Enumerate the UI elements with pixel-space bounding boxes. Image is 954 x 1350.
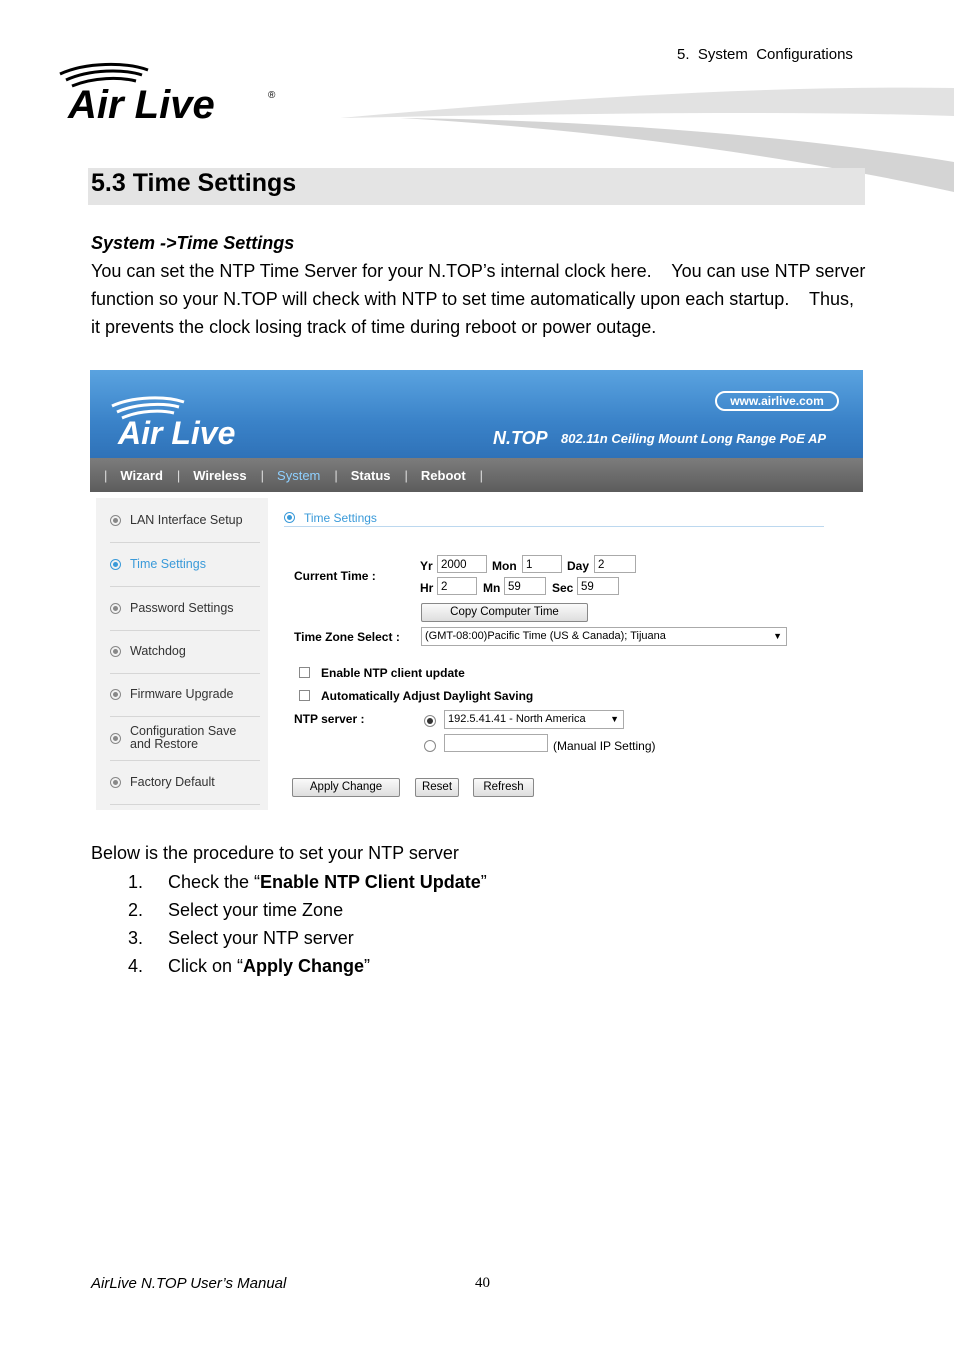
procedure-step — [128, 896, 487, 924]
sidebar-item-label: LAN Interface Setup — [130, 512, 243, 527]
mon-label: Mon — [492, 559, 517, 573]
sidebar-item-label: Watchdog — [130, 643, 186, 658]
bullet-icon — [110, 689, 121, 700]
reset-button[interactable]: Reset — [415, 778, 459, 797]
sec-label: Sec — [552, 581, 574, 595]
svg-text:Air Live: Air Live — [68, 83, 215, 125]
section-paragraph — [91, 257, 871, 341]
bullet-icon — [110, 777, 121, 788]
step-text — [168, 868, 487, 896]
step-text-pre: Select your NTP server — [168, 928, 354, 948]
bullet-icon — [284, 512, 295, 523]
sec-input[interactable]: 59 — [577, 577, 619, 595]
intro-text: You can set the NTP Time Server for your N.TOP’s internal clock here. You can use NTP server function so your N.TOP will check with NTP to set time automatically upon each startup. Thus, it prevents the clock losing track of time during reboot or power outage. — [91, 261, 871, 337]
section-title: 5.3 Time Settings — [91, 169, 297, 197]
footer-manual-title: AirLive N.TOP User’s Manual — [91, 1275, 287, 1292]
nav-separator: | — [176, 467, 181, 483]
nav-separator: | — [104, 467, 108, 483]
sidebar-item-label: Factory Default — [130, 774, 215, 789]
top-nav-items — [104, 458, 496, 492]
step-text-bold: Enable NTP Client Update — [260, 872, 481, 892]
sidebar-item-label: Password Settings — [130, 600, 234, 615]
step-text-pre: Check the “ — [168, 872, 261, 892]
procedure-steps — [128, 868, 487, 980]
timezone-label: Time Zone Select : — [294, 630, 400, 644]
ntp-server-value: 192.5.41.41 - North America — [448, 713, 586, 725]
bullet-icon — [110, 559, 121, 570]
timezone-select[interactable] — [421, 627, 787, 646]
timezone-value: (GMT-08:00)Pacific Time (US & Canada); Tijuana — [425, 630, 666, 642]
sidebar-item-watchdog[interactable] — [110, 629, 260, 674]
section-lead: System ->Time Settings — [91, 233, 295, 253]
hr-input[interactable]: 2 — [437, 577, 477, 595]
bullet-icon — [110, 515, 121, 526]
yr-input[interactable]: 2000 — [437, 555, 487, 573]
ntp-server-label: NTP server : — [294, 712, 365, 726]
nav-separator: | — [404, 467, 408, 483]
footer-page-number: 40 — [475, 1275, 490, 1291]
sidebar-item-label: Time Settings — [130, 556, 206, 571]
airlive-logo — [56, 60, 281, 130]
step-number: 1. — [128, 872, 144, 892]
nav-separator: | — [334, 467, 338, 483]
screenshot-airlive-logo — [108, 392, 288, 452]
bullet-icon — [110, 646, 121, 657]
manual-ip-label: (Manual IP Setting) — [553, 739, 656, 753]
model-name: N.TOP — [493, 428, 548, 448]
nav-item-system[interactable]: System — [277, 467, 321, 483]
mon-input[interactable]: 1 — [522, 555, 562, 573]
ntp-server-radio-preset[interactable] — [424, 715, 436, 727]
dropdown-arrow-icon: ▼ — [610, 714, 619, 724]
nav-item-status[interactable]: Status — [350, 467, 391, 483]
procedure-step — [128, 952, 487, 980]
chapter-header: 5. System Configurations — [677, 46, 853, 63]
step-text — [168, 952, 370, 980]
step-text-bold: Apply Change — [243, 956, 365, 976]
sidebar-item-label: Firmware Upgrade — [130, 686, 234, 701]
ui-screenshot — [90, 370, 863, 810]
step-text-pre: Select your time Zone — [168, 900, 344, 920]
svg-text:®: ® — [268, 90, 276, 101]
content-title-text: Time Settings — [304, 510, 377, 525]
procedure-step — [128, 868, 487, 896]
bullet-icon — [110, 603, 121, 614]
mn-input[interactable]: 59 — [504, 577, 546, 595]
bullet-icon — [110, 733, 121, 744]
yr-label: Yr — [420, 559, 433, 573]
sidebar-item-configuration-save-and-restore[interactable] — [110, 716, 260, 761]
nav-item-wireless[interactable]: Wireless — [193, 467, 247, 483]
procedure-step — [128, 924, 487, 952]
sidebar-item-lan-interface-setup[interactable] — [110, 498, 260, 543]
airlive-url-badge[interactable]: www.airlive.com — [715, 391, 839, 411]
ntp-server-select[interactable] — [444, 710, 624, 729]
top-nav — [90, 458, 863, 492]
step-number: 4. — [128, 956, 144, 976]
step-text — [168, 896, 343, 924]
manual-ip-input[interactable] — [444, 734, 548, 752]
step-number: 2. — [128, 900, 144, 920]
refresh-button[interactable]: Refresh — [473, 778, 534, 797]
procedure-intro: Below is the procedure to set your NTP server — [91, 843, 459, 863]
copy-computer-time-button[interactable]: Copy Computer Time — [421, 603, 588, 622]
svg-text:Air Live: Air Live — [118, 415, 236, 451]
sidebar-item-factory-default[interactable] — [110, 760, 260, 805]
ntp-server-radio-manual[interactable] — [424, 740, 436, 752]
nav-item-reboot[interactable]: Reboot — [420, 467, 466, 483]
day-input[interactable]: 2 — [594, 555, 636, 573]
day-label: Day — [567, 559, 590, 573]
dropdown-arrow-icon: ▼ — [773, 631, 782, 641]
step-text-post: ” — [480, 872, 487, 892]
sidebar — [96, 498, 268, 810]
enable-ntp-checkbox[interactable] — [299, 667, 310, 678]
sidebar-item-firmware-upgrade[interactable] — [110, 672, 260, 717]
sidebar-item-label: Configuration Save and Restore — [130, 724, 237, 751]
step-number: 3. — [128, 928, 144, 948]
daylight-saving-label: Automatically Adjust Daylight Saving — [321, 689, 534, 703]
model-description: 802.11n Ceiling Mount Long Range PoE AP — [561, 431, 827, 446]
apply-change-button[interactable]: Apply Change — [292, 778, 400, 797]
daylight-saving-checkbox[interactable] — [299, 690, 310, 701]
current-time-label: Current Time : — [294, 569, 376, 583]
sidebar-item-time-settings[interactable] — [110, 542, 260, 587]
nav-item-wizard[interactable]: Wizard — [120, 467, 163, 483]
content-title — [284, 509, 824, 527]
hr-label: Hr — [420, 581, 434, 595]
nav-separator: | — [260, 467, 265, 483]
step-text — [168, 924, 354, 952]
enable-ntp-label: Enable NTP client update — [321, 666, 465, 680]
step-text-post: ” — [364, 956, 371, 976]
step-text-pre: Click on “ — [168, 956, 244, 976]
mn-label: Mn — [483, 581, 501, 595]
nav-separator: | — [479, 467, 484, 483]
sidebar-item-password-settings[interactable] — [110, 586, 260, 631]
